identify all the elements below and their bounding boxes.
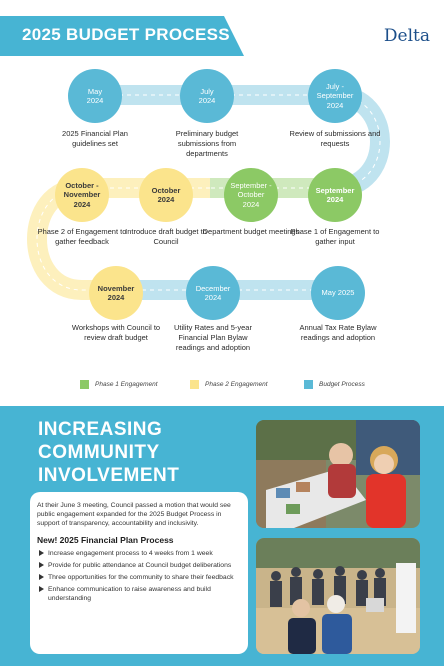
list-item-text: Three opportunities for the community to share their feedback bbox=[48, 573, 234, 581]
logo-text: Delta bbox=[383, 26, 430, 46]
milestone-date: September - October 2024 bbox=[230, 180, 272, 209]
legend-label: Budget Process bbox=[319, 380, 365, 388]
milestone-date: July 2024 bbox=[198, 86, 216, 105]
milestone-caption: Annual Tax Rate Bylaw readings and adoption bbox=[299, 323, 377, 342]
milestone-july-2024 bbox=[180, 69, 234, 123]
milestone-may-2024 bbox=[68, 69, 122, 123]
intro-paragraph: At their June 3 meeting, Council passed a motion that would see public engagement expanded for the 2025 Budget Process in support of transparency, accountability and inclusivity. bbox=[37, 502, 231, 528]
title-line: INVOLVEMENT bbox=[38, 465, 180, 486]
list-item bbox=[37, 573, 240, 582]
legend-swatch-blue bbox=[304, 380, 313, 389]
milestone-date: October - November 2024 bbox=[63, 180, 101, 209]
milestone-caption: Utility Rates and 5-year Financial Plan Bylaw readings and adoption bbox=[174, 323, 252, 352]
bullet-arrow-icon bbox=[39, 586, 44, 592]
list-item bbox=[37, 549, 240, 558]
event-photo-image bbox=[256, 538, 420, 654]
milestone-october-2024 bbox=[139, 168, 193, 222]
milestone-caption: 2025 Financial Plan guidelines set bbox=[62, 129, 128, 148]
title-line: COMMUNITY bbox=[38, 442, 160, 463]
info-card bbox=[30, 492, 248, 654]
legend-label: Phase 1 Engagement bbox=[95, 380, 158, 388]
legend-swatch-green bbox=[80, 380, 89, 389]
milestone-date: November 2024 bbox=[97, 283, 135, 302]
legend-phase2 bbox=[190, 378, 268, 390]
bullet-arrow-icon bbox=[39, 574, 44, 580]
milestone-caption: Phase 1 of Engagement to gather input bbox=[290, 227, 380, 246]
milestone-date: December 2024 bbox=[195, 283, 231, 302]
milestone-date: May 2025 bbox=[321, 288, 355, 298]
milestone-caption: Department budget meetings bbox=[202, 227, 300, 236]
milestone-october-november-2024 bbox=[55, 168, 109, 222]
milestone-december-2024 bbox=[186, 266, 240, 320]
photo-children-engagement bbox=[256, 420, 420, 528]
bullet-list bbox=[37, 549, 240, 604]
milestone-caption: Workshops with Council to review draft budget bbox=[71, 323, 161, 342]
photo-community-event bbox=[256, 538, 420, 654]
legend-label: Phase 2 Engagement bbox=[205, 380, 268, 388]
legend-budget bbox=[304, 378, 365, 390]
subheading: New! 2025 Financial Plan Process bbox=[37, 534, 174, 545]
legend-phase1 bbox=[80, 378, 158, 390]
list-item-text: Enhance communication to raise awareness and build understanding bbox=[48, 586, 211, 603]
list-item-text: Increase engagement process to 4 weeks from 1 week bbox=[48, 549, 213, 557]
milestone-november-2024 bbox=[89, 266, 143, 320]
milestone-date: September 2024 bbox=[315, 185, 355, 204]
bullet-arrow-icon bbox=[39, 562, 44, 568]
milestone-date: October 2024 bbox=[151, 185, 181, 204]
milestone-may-2025 bbox=[311, 266, 365, 320]
page-title: 2025 BUDGET PROCESS bbox=[22, 25, 230, 44]
milestone-september-october-2024 bbox=[224, 168, 278, 222]
milestone-caption: Introduce draft budget to Council bbox=[125, 227, 207, 246]
list-item bbox=[37, 561, 240, 570]
community-involvement-section bbox=[0, 406, 444, 666]
milestone-date: May 2024 bbox=[86, 86, 104, 105]
list-item-text: Provide for public attendance at Council budget deliberations bbox=[48, 561, 232, 569]
milestone-july-september-2024 bbox=[308, 69, 362, 123]
milestone-caption: Preliminary budget submissions from departments bbox=[175, 129, 239, 158]
milestone-date: July - September 2024 bbox=[316, 81, 354, 110]
milestone-caption: Phase 2 of Engagement to gather feedback bbox=[37, 227, 127, 246]
legend-swatch-yellow bbox=[190, 380, 199, 389]
title-line: INCREASING bbox=[38, 419, 163, 440]
children-photo-image bbox=[256, 420, 420, 528]
section-title bbox=[38, 418, 179, 487]
list-item bbox=[37, 585, 240, 603]
milestone-september-2024 bbox=[308, 168, 362, 222]
bullet-arrow-icon bbox=[39, 550, 44, 556]
milestone-caption: Review of submissions and requests bbox=[289, 129, 381, 148]
